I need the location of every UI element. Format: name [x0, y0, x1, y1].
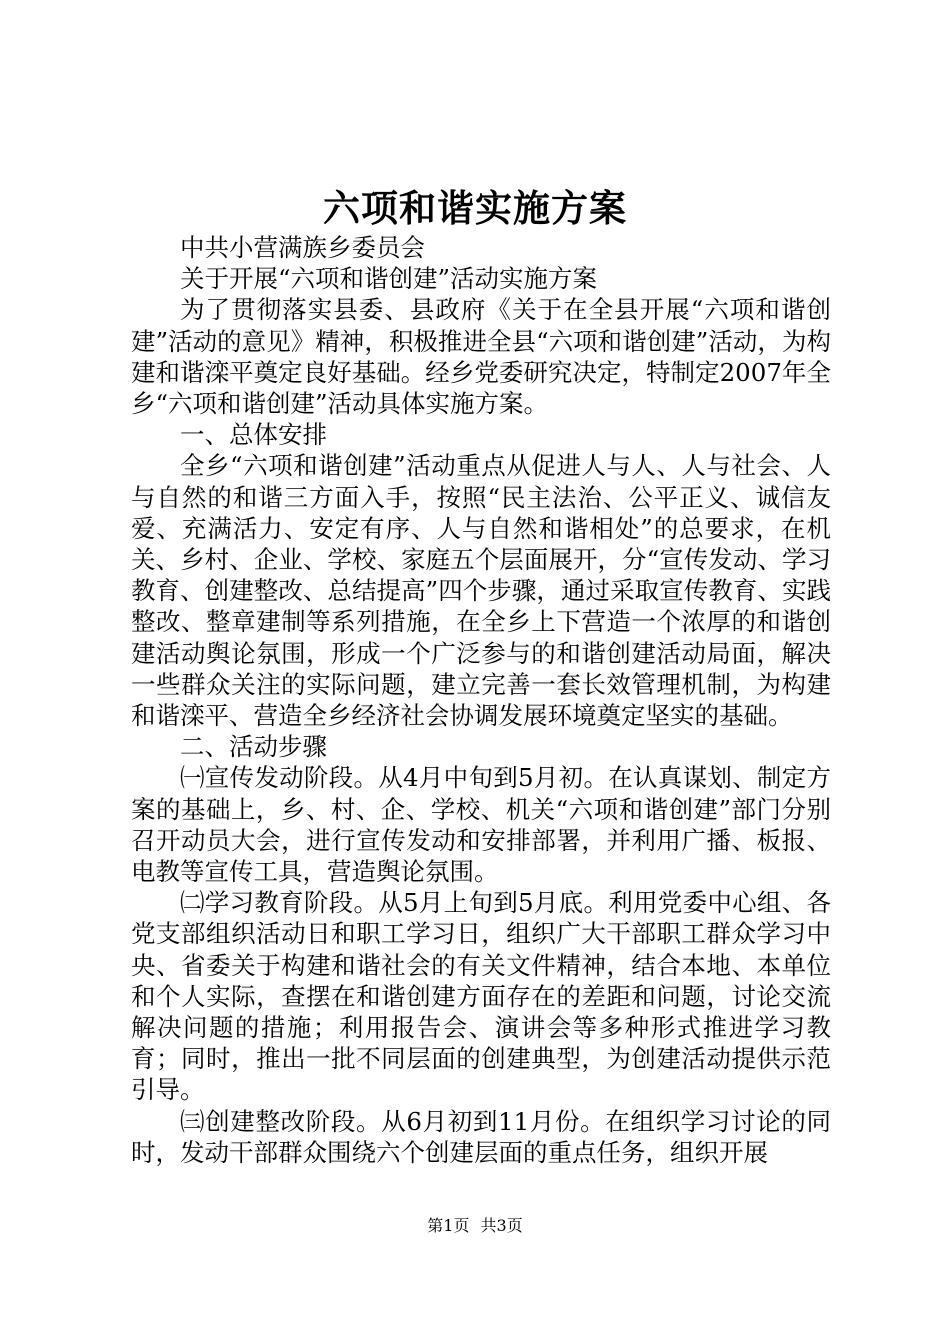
issuer-line: 中共小营满族乡委员会: [180, 233, 425, 262]
page-number: 第1页: [427, 1216, 470, 1235]
subtitle-line: 关于开展“六项和谐创建”活动实施方案: [180, 264, 598, 294]
section-heading-steps: 二、活动步骤: [180, 732, 327, 762]
step-3-paragraph: ㈢创建整改阶段。从6月初到11月份。在组织学习讨论的同时，发动干部群众围绕六个创建层面的重点任务，组织开展: [131, 1106, 831, 1167]
intro-paragraph: 为了贯彻落实县委、县政府《关于在全县开展“六项和谐创建”活动的意见》精神，积极推进全县“六项和谐创建”活动，为构建和谐滦平奠定良好基础。经乡党委研究决定，特制定2007年全乡“六项和谐创建”活动具体实施方案。: [131, 295, 831, 419]
section-heading-overall: 一、总体安排: [180, 420, 327, 450]
page-footer: [0, 1216, 950, 1236]
step-2-paragraph: ㈡学习教育阶段。从5月上旬到5月底。利用党委中心组、各党支部组织活动日和职工学习日，组织广大干部职工群众学习中央、省委关于构建和谐社会的有关文件精神，结合本地、本单位和个人实际，查摆在和谐创建方面存在的差距和问题，讨论交流解决问题的措施；利用报告会、演讲会等多种形式推进学习教育；同时，推出一批不同层面的创建典型，为创建活动提供示范引导。: [131, 888, 831, 1105]
document-title: 六项和谐实施方案: [323, 186, 627, 230]
document-body: [131, 232, 831, 1168]
step-1-paragraph: ㈠宣传发动阶段。从4月中旬到5月初。在认真谋划、制定方案的基础上，乡、村、企、学校、机关“六项和谐创建”部门分别召开动员大会，进行宣传发动和安排部署，并利用广播、板报、电教等宣传工具，营造舆论氛围。: [131, 763, 831, 887]
overall-paragraph: 全乡“六项和谐创建”活动重点从促进人与人、人与社会、人与自然的和谐三方面入手，按照“民主法治、公平正义、诚信友爱、充满活力、安定有序、人与自然和谐相处”的总要求，在机关、乡村、企业、学校、家庭五个层面展开，分“宣传发动、学习教育、创建整改、总结提高”四个步骤，通过采取宣传教育、实践整改、整章建制等系列措施，在全乡上下营造一个浓厚的和谐创建活动舆论氛围，形成一个广泛参与的和谐创建活动局面，解决一些群众关注的实际问题，建立完善一套长效管理机制，为构建和谐滦平、营造全乡经济社会协调发展环境奠定坚实的基础。: [131, 451, 831, 731]
page-total: 共3页: [480, 1216, 523, 1235]
